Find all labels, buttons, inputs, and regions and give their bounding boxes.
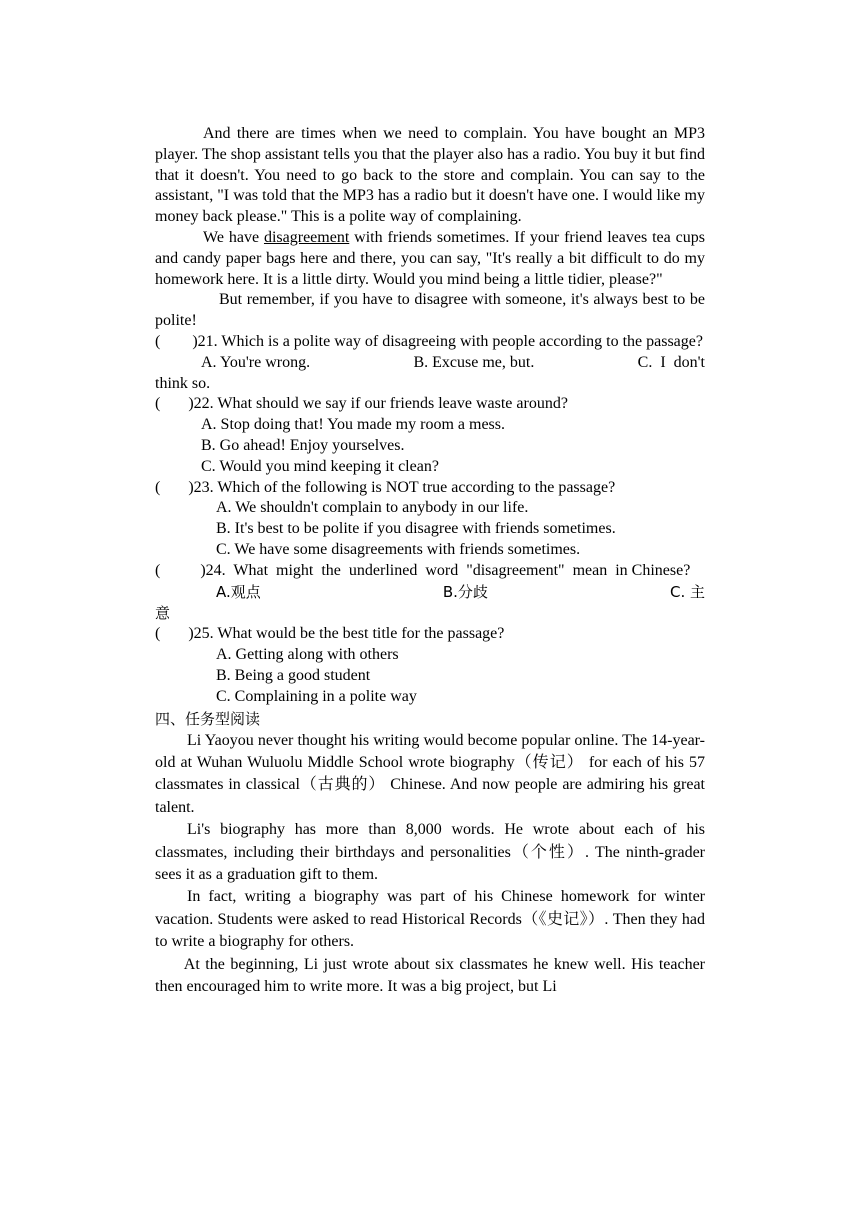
question-23-option-a: A. We shouldn't complain to anybody in our life. xyxy=(216,499,529,517)
question-23-option-b: B. It's best to be polite if you disagree with friends sometimes. xyxy=(216,520,616,538)
question-23-stem: ( )23. Which of the following is NOT true according to the passage? xyxy=(155,478,616,496)
question-21-option-b: B. Excuse me, but. xyxy=(413,353,535,371)
question-21-option-c: C. I don't xyxy=(637,353,705,371)
question-23-option-c: C. We have some disagreements with friends sometimes. xyxy=(216,540,581,558)
paragraph-2-start: We have xyxy=(203,228,264,246)
question-24-option-b: B.分歧 xyxy=(442,582,488,601)
passage2-paragraph-4: At the beginning, Li just wrote about six classmates he knew well. His teacher then encouraged him to write more. It was a big project, but Li xyxy=(155,955,705,995)
question-22-option-b: B. Go ahead! Enjoy yourselves. xyxy=(201,436,405,454)
question-25-option-b: B. Being a good student xyxy=(216,666,371,684)
question-21-stem: ( )21. Which is a polite way of disagreeing with people according to the passage? xyxy=(155,332,703,350)
section-title: 四、任务型阅读 xyxy=(155,709,261,728)
passage1-paragraph-3: But remember, if you have to disagree with someone, it's always best to be polite! xyxy=(155,291,705,330)
paragraph-2-rest: with friends sometimes. If your friend leaves tea cups and candy paper bags here and there, you can say, "It's really a bit difficult to do my homework here. It is a little dirty. Would you mind being a little tidier, please?" xyxy=(155,228,706,288)
question-22-option-c: C. Would you mind keeping it clean? xyxy=(201,457,439,475)
question-24-option-c-continued: 意 xyxy=(155,604,171,623)
passage2-paragraph-3: In fact, writing a biography was part of his Chinese homework for winter vacation. Students were asked to read Historical Records（《史记》）. Then they had to write a biography for others. xyxy=(155,888,705,951)
underlined-word-disagreement: disagreement xyxy=(263,228,350,246)
document-content xyxy=(155,124,705,998)
question-21-options xyxy=(155,353,705,374)
question-21-option-a: A. You're wrong. xyxy=(201,353,311,371)
question-22-options xyxy=(155,415,705,477)
question-24-stem: ( )24. What might the underlined word "disagreement" mean in Chinese? xyxy=(155,561,691,579)
question-25-stem: ( )25. What would be the best title for the passage? xyxy=(155,625,505,643)
question-24-option-c: C. 主 xyxy=(669,582,705,601)
passage1-paragraph-1: And there are times when we need to complain. You have bought an MP3 player. The shop assistant tells you that the player also has a radio. You buy it but find that it doesn't. You need to go back to the store and complain. You can say to the assistant, "I was told that the MP3 has a radio but it doesn't have one. I would like my money back please." This is a polite way of complaining. xyxy=(155,125,705,226)
question-24-options xyxy=(155,582,705,603)
passage1-paragraph-2 xyxy=(155,228,705,290)
question-22-stem: ( )22. What should we say if our friends leave waste around? xyxy=(155,395,568,413)
question-25-option-a: A. Getting along with others xyxy=(216,646,399,664)
question-24-option-a: A.观点 xyxy=(216,582,261,601)
question-25-option-c: C. Complaining in a polite way xyxy=(216,687,417,705)
passage2-paragraph-1: Li Yaoyou never thought his writing would become popular online. The 14-year-old at Wuhan Wuluolu Middle School wrote biography（传记） for each of his 57 classmates in classical（古典的） Chinese. And now people are admiring his great talent. xyxy=(155,731,705,816)
passage2-paragraph-2: Li's biography has more than 8,000 words. He wrote about each of his classmates, including their birthdays and personalities（个性）. The ninth-grader sees it as a graduation gift to them. xyxy=(155,821,705,883)
question-23-options xyxy=(155,498,705,560)
question-25-options xyxy=(155,645,705,707)
question-21-option-c-continued: think so. xyxy=(155,374,211,392)
question-22-option-a: A. Stop doing that! You made my room a mess. xyxy=(201,416,505,434)
